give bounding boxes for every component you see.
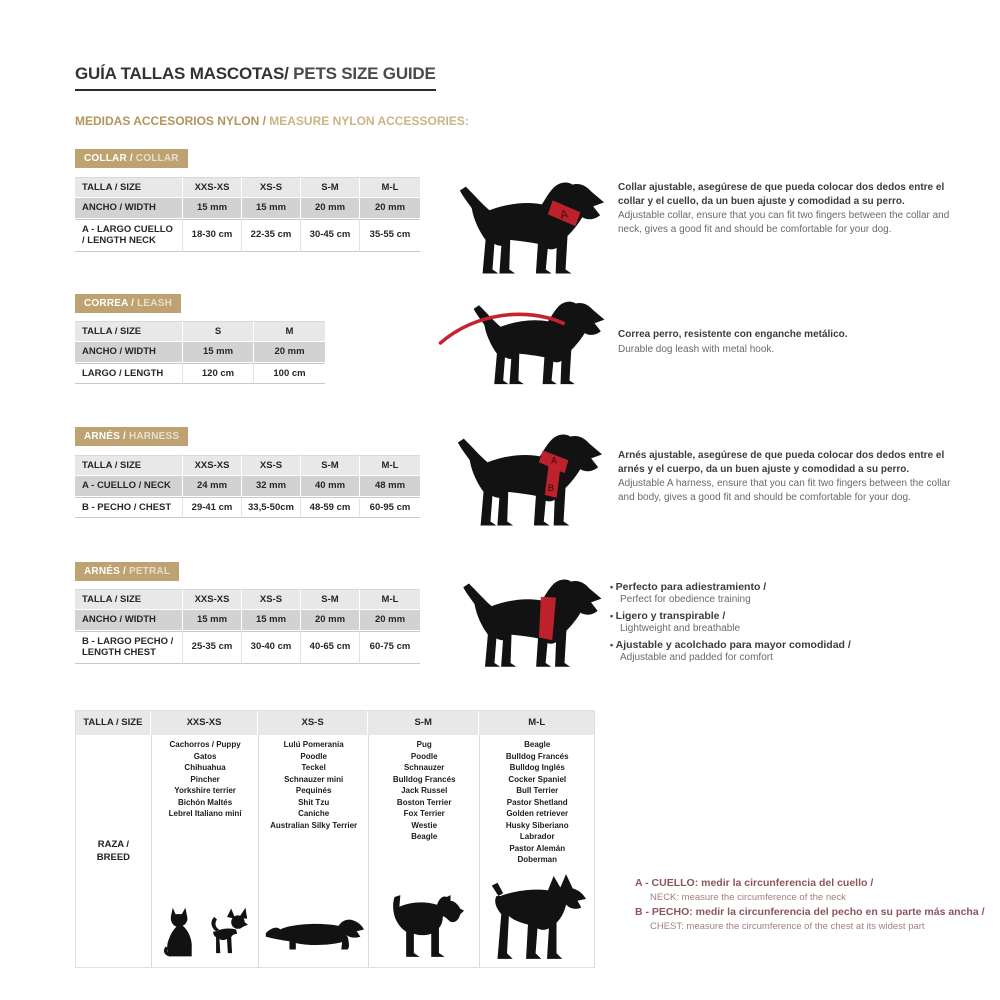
- breed-name: Boston Terrier: [396, 797, 452, 807]
- value-cell: 30-45 cm: [301, 219, 360, 252]
- note-item: [635, 876, 985, 905]
- silhouette-group: [162, 905, 248, 961]
- breed-name: Shit Tzu: [298, 797, 330, 807]
- value-cell: M-L: [360, 589, 420, 609]
- row-label-cell: TALLA / SIZE: [75, 321, 183, 341]
- table-row: [75, 476, 420, 495]
- breed-column-xxs-xs: [151, 735, 259, 967]
- breed-list: [480, 739, 594, 866]
- harness-section-badge: [75, 427, 188, 446]
- breed-name: Lebrel Italiano mini: [168, 809, 242, 818]
- value-cell: 22-35 cm: [242, 219, 301, 252]
- value-cell: 30-40 cm: [242, 631, 301, 664]
- value-cell: 15 mm: [242, 610, 301, 629]
- silhouette-group: [383, 891, 465, 961]
- breed-name: Cachorros / Puppy: [169, 740, 241, 749]
- value-cell: S-M: [301, 589, 360, 609]
- breed-name: Poodle: [410, 751, 438, 761]
- value-cell: 40 mm: [301, 476, 360, 495]
- breed-name: Caniche: [298, 809, 330, 818]
- breed-name: Cocker Spaniel: [508, 774, 567, 784]
- collar-description: [618, 181, 952, 236]
- feature-item: [610, 610, 955, 634]
- collar-dog-illustration: [450, 176, 608, 288]
- table-row: [75, 342, 325, 361]
- breed-name: Beagle: [524, 740, 551, 749]
- breed-name: Lulú Pomerania: [283, 740, 344, 749]
- feature-item: [610, 581, 955, 605]
- breed-name: Schnauzer: [403, 763, 445, 772]
- harness-desc-en: Adjustable A harness, ensure that you can fit two fingers between the collar and body, gives a good fit and should be comfortable for your dog.: [618, 478, 951, 503]
- leash-size-table: [75, 321, 325, 385]
- measuring-notes: [635, 876, 985, 934]
- harness-marker-a: A: [550, 455, 558, 466]
- value-cell: 15 mm: [183, 342, 254, 361]
- harness-marker-b: B: [547, 482, 555, 493]
- value-cell: 15 mm: [242, 198, 301, 217]
- dachshund-silhouette: [264, 913, 364, 955]
- value-cell: 15 mm: [183, 198, 242, 217]
- row-label-cell: TALLA / SIZE: [75, 589, 183, 609]
- breed-name: Pug: [416, 740, 432, 749]
- harness-description: [618, 449, 952, 504]
- feature-en: Perfect for obedience training: [620, 594, 751, 605]
- value-cell: 40-65 cm: [301, 631, 360, 664]
- badge-label-es: COLLAR /: [84, 153, 133, 164]
- table-row: [75, 455, 420, 475]
- breed-name: Husky Siberiano: [505, 820, 569, 830]
- header-cell: TALLA / SIZE: [76, 711, 151, 735]
- value-cell: 20 mm: [301, 610, 360, 629]
- schnauzer-silhouette: [383, 891, 465, 961]
- page-subtitle: [75, 114, 469, 128]
- value-cell: M-L: [360, 455, 420, 475]
- value-cell: M: [254, 321, 325, 341]
- collar-desc-en: Adjustable collar, ensure that you can fit two fingers between the collar and neck, gives a good fit and should be comfortable for your dog.: [618, 210, 950, 235]
- breed-name: Bulldog Francés: [505, 751, 569, 761]
- row-label-cell: TALLA / SIZE: [75, 455, 183, 475]
- note-normal: NECK: measure the circumference of the neck: [650, 892, 846, 904]
- feature-en: Adjustable and padded for comfort: [620, 652, 773, 663]
- value-cell: 33,5-50cm: [242, 497, 301, 518]
- value-cell: 20 mm: [254, 342, 325, 361]
- value-cell: 20 mm: [301, 198, 360, 217]
- breed-name: Bichón Maltés: [177, 797, 233, 807]
- table-row: [75, 497, 420, 518]
- value-cell: S-M: [301, 455, 360, 475]
- row-label-cell: A - LARGO CUELLO / LENGTH NECK: [75, 219, 183, 252]
- row-label-cell: ANCHO / WIDTH: [75, 198, 183, 217]
- value-cell: XXS-XS: [183, 589, 242, 609]
- table-row: [75, 631, 420, 664]
- silhouette-group: [487, 873, 587, 961]
- header-cell: XXS-XS: [151, 711, 259, 735]
- badge-label-es: CORREA /: [84, 298, 135, 309]
- value-cell: 120 cm: [183, 363, 254, 384]
- note-normal: CHEST: measure the circumference of the chest at its widest part: [650, 921, 925, 933]
- breed-name: Gatos: [193, 751, 217, 761]
- breed-name: Australian Silky Terrier: [270, 820, 358, 830]
- breed-name: Yorkshire terrier: [174, 786, 236, 795]
- breed-name: Schnauzer mini: [284, 774, 344, 784]
- breed-list: [259, 739, 368, 831]
- breed-name: Jack Russel: [401, 786, 448, 795]
- feature-es: • Ligero y transpirable /: [610, 610, 955, 622]
- badge-label-en: COLLAR: [132, 153, 179, 164]
- collar-section-badge: [75, 149, 188, 168]
- badge-label-en: LEASH: [134, 298, 172, 309]
- harness-dog-illustration: [448, 428, 606, 540]
- value-cell: 24 mm: [183, 476, 242, 495]
- value-cell: XXS-XS: [183, 177, 242, 197]
- breed-name: Chihuahua: [184, 763, 226, 772]
- breed-list: [152, 739, 259, 820]
- note-item: [635, 905, 985, 934]
- value-cell: 15 mm: [183, 610, 242, 629]
- table-row: [75, 363, 325, 384]
- row-label-cell: ANCHO / WIDTH: [75, 342, 183, 361]
- header-cell: M-L: [479, 711, 594, 735]
- row-label-cell: B - LARGO PECHO / LENGTH CHEST: [75, 631, 183, 664]
- table-row: [75, 198, 420, 217]
- feature-item: [610, 639, 955, 663]
- row-label-cell: A - CUELLO / NECK: [75, 476, 183, 495]
- harness-size-table: [75, 455, 420, 519]
- value-cell: 20 mm: [360, 198, 420, 217]
- value-cell: 60-75 cm: [360, 631, 420, 664]
- value-cell: 48-59 cm: [301, 497, 360, 518]
- breed-name: Labrador: [519, 832, 555, 841]
- value-cell: XS-S: [242, 177, 301, 197]
- value-cell: 35-55 cm: [360, 219, 420, 252]
- leash-desc-en: Durable dog leash with metal hook.: [618, 343, 775, 355]
- note-bold: A - CUELLO: medir la circunferencia del cuello /: [635, 877, 874, 889]
- breed-name: Bulldog Francés: [392, 774, 456, 784]
- badge-label-es: ARNÉS /: [84, 431, 126, 442]
- value-cell: 18-30 cm: [183, 219, 242, 252]
- value-cell: 60-95 cm: [360, 497, 420, 518]
- breed-name: Bulldog Inglés: [509, 763, 565, 772]
- breed-column-xs-s: [258, 735, 368, 967]
- breed-name: Fox Terrier: [403, 809, 445, 818]
- subtitle-en: MEASURE NYLON ACCESSORIES:: [265, 114, 469, 128]
- breed-name: Pincher: [190, 774, 220, 784]
- header-cell: XS-S: [258, 711, 368, 735]
- value-cell: 32 mm: [242, 476, 301, 495]
- breed-name: Teckel: [301, 763, 326, 772]
- breed-column-s-m: [368, 735, 480, 967]
- cat-silhouette: [162, 905, 198, 961]
- value-cell: 29-41 cm: [183, 497, 242, 518]
- value-cell: 25-35 cm: [183, 631, 242, 664]
- row-label-cell: LARGO / LENGTH: [75, 363, 183, 384]
- page-title-es: GUÍA TALLAS MASCOTAS/: [75, 64, 289, 83]
- note-bold: B - PECHO: medir la circunferencia del pecho en su parte más ancha /: [635, 905, 985, 918]
- header-cell: S-M: [368, 711, 480, 735]
- subtitle-es: MEDIDAS ACCESORIOS NYLON /: [75, 114, 266, 128]
- chihuahua-silhouette: [206, 905, 248, 961]
- leash-description: [618, 328, 952, 356]
- badge-label-en: HARNESS: [125, 431, 180, 442]
- breed-name: Pastor Alemán: [509, 843, 566, 853]
- value-cell: S: [183, 321, 254, 341]
- badge-label-es: ARNÉS /: [84, 566, 126, 577]
- doberman-silhouette: [487, 873, 587, 961]
- value-cell: 48 mm: [360, 476, 420, 495]
- leash-dog-illustration: [436, 296, 608, 397]
- row-label-cell: ANCHO / WIDTH: [75, 610, 183, 629]
- value-cell: XS-S: [242, 455, 301, 475]
- breed-name: Beagle: [411, 832, 438, 841]
- page-title-en: PETS SIZE GUIDE: [288, 64, 436, 83]
- table-row: [75, 589, 420, 609]
- collar-size-table: [75, 177, 420, 253]
- breed-name: Pequinés: [295, 786, 332, 795]
- table-row: [75, 321, 325, 341]
- silhouette-group: [264, 913, 364, 955]
- value-cell: XXS-XS: [183, 455, 242, 475]
- breed-name: Poodle: [300, 751, 327, 761]
- breed-row-label: RAZA / BREED: [96, 838, 131, 863]
- table-row: [75, 610, 420, 629]
- value-cell: 20 mm: [360, 610, 420, 629]
- feature-es: • Perfecto para adiestramiento /: [610, 581, 955, 593]
- petral-features-list: [610, 581, 955, 668]
- badge-label-en: PETRAL: [125, 566, 171, 577]
- breed-name: Pastor Shetland: [506, 797, 568, 807]
- row-label-cell: TALLA / SIZE: [75, 177, 183, 197]
- table-row: [75, 219, 420, 252]
- breed-table-body: [76, 735, 594, 967]
- petral-size-table: [75, 589, 420, 665]
- harness-desc-es: Arnés ajustable, asegúrese de que pueda colocar dos dedos entre el arnés y el cuerpo, da un buen ajuste y comodidad a su perro.: [618, 450, 945, 475]
- leash-desc-es: Correa perro, resistente con enganche metálico.: [618, 329, 848, 340]
- value-cell: XS-S: [242, 589, 301, 609]
- petral-dog-illustration: [452, 574, 607, 680]
- value-cell: 100 cm: [254, 363, 325, 384]
- breed-name: Golden retriever: [506, 809, 569, 818]
- breed-table-header: [76, 711, 594, 735]
- breed-name: Westie: [411, 820, 438, 830]
- value-cell: S-M: [301, 177, 360, 197]
- breed-size-table: [75, 710, 595, 968]
- petral-section-badge: [75, 562, 179, 581]
- breed-column-m-l: [479, 735, 594, 967]
- breed-name: Doberman: [517, 855, 558, 864]
- row-label-cell: B - PECHO / CHEST: [75, 497, 183, 518]
- breed-list: [369, 739, 480, 843]
- page-title: [75, 64, 436, 91]
- value-cell: M-L: [360, 177, 420, 197]
- feature-en: Lightweight and breathable: [620, 623, 741, 634]
- leash-section-badge: [75, 294, 181, 313]
- collar-desc-es: Collar ajustable, asegúrese de que pueda colocar dos dedos entre el collar y el cuello, da un buen ajuste y comodidad a su perro.: [618, 182, 945, 207]
- collar-marker-a: A: [558, 206, 570, 223]
- breed-name: Bull Terrier: [516, 786, 559, 795]
- table-row: [75, 177, 420, 197]
- feature-es: • Ajustable y acolchado para mayor comodidad /: [610, 639, 955, 651]
